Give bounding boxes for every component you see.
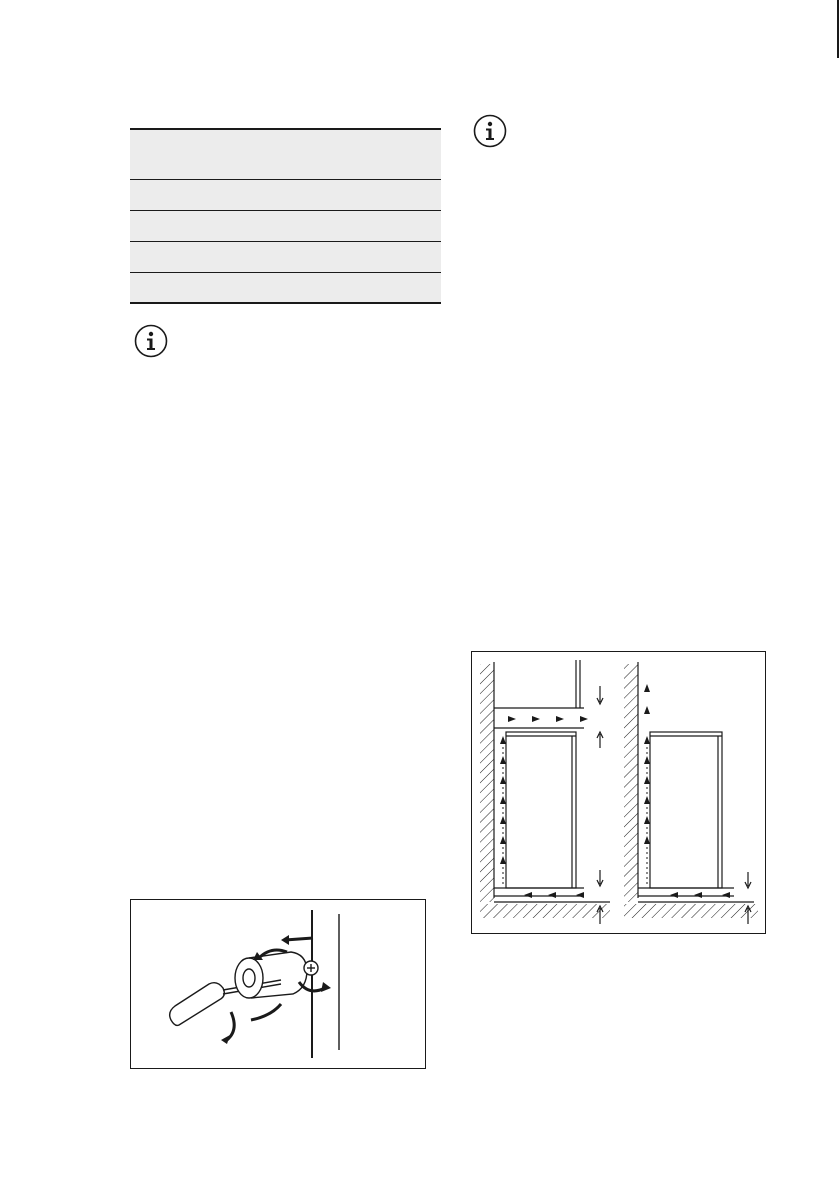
table-row bbox=[130, 242, 441, 273]
airflow-diagram bbox=[472, 652, 767, 935]
table-row bbox=[130, 273, 441, 304]
info-icon bbox=[134, 324, 168, 358]
info-icon bbox=[473, 114, 507, 148]
table-row bbox=[130, 211, 441, 242]
ventilation-figure bbox=[471, 651, 766, 934]
table-row bbox=[130, 180, 441, 211]
screwdriver-icon bbox=[131, 900, 427, 1070]
spec-table bbox=[130, 128, 441, 304]
hinge-figure bbox=[130, 899, 426, 1069]
table-header-row bbox=[130, 130, 441, 180]
